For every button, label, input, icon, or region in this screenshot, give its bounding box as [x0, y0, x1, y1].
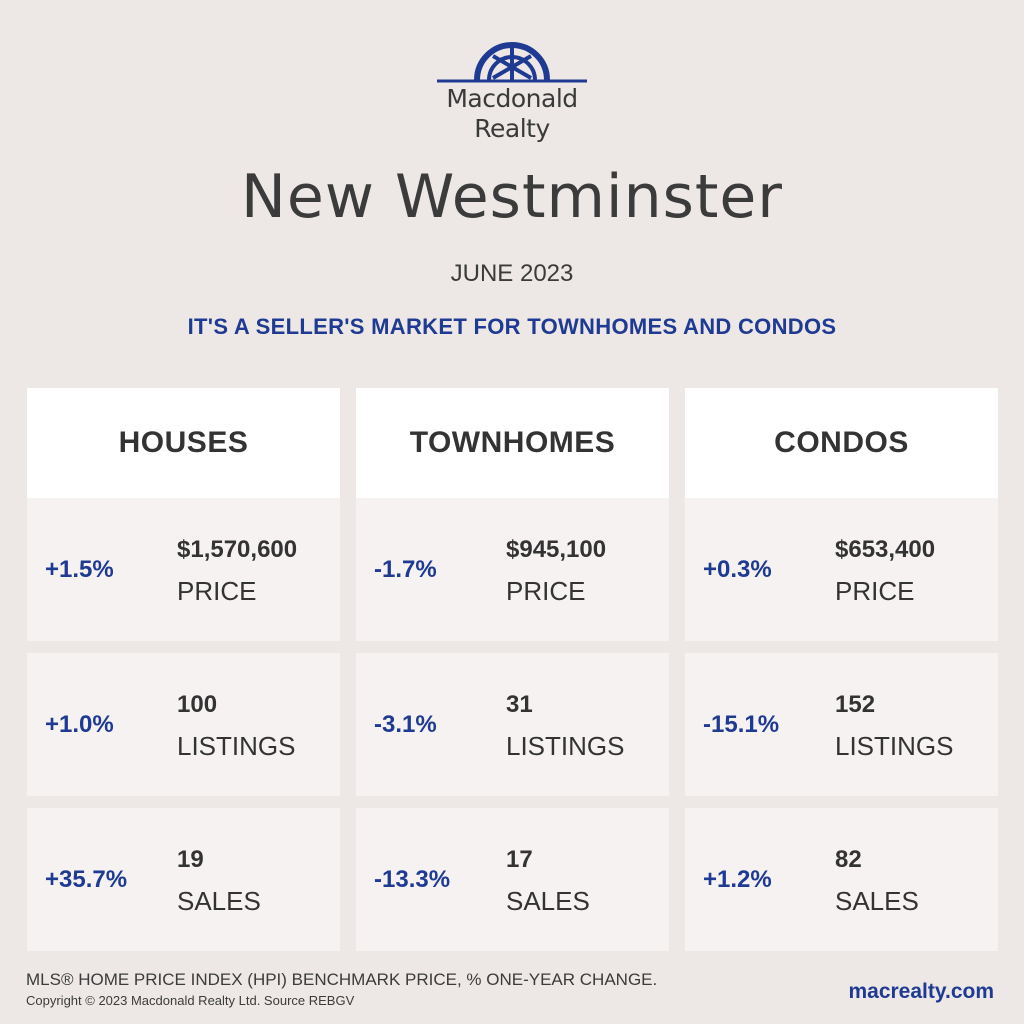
footnote: MLS® HOME PRICE INDEX (HPI) BENCHMARK PRICE, % ONE-YEAR CHANGE.	[26, 970, 658, 989]
page-title: New Westminster	[241, 162, 783, 232]
stat-card-price	[27, 498, 340, 641]
stat-value: 100	[177, 691, 218, 718]
houses-column	[27, 388, 340, 951]
stat-label: PRICE	[506, 576, 586, 606]
condos-column	[685, 388, 998, 951]
stat-card-listings	[356, 653, 669, 796]
stat-change: -13.3%	[374, 866, 451, 893]
stat-value: 19	[177, 846, 204, 873]
stat-label: SALES	[835, 886, 919, 916]
stat-card-price	[685, 498, 998, 641]
column-header: TOWNHOMES	[356, 388, 669, 498]
column-header: CONDOS	[685, 388, 998, 498]
website-link[interactable]: macrealty.com	[848, 980, 994, 1003]
stat-change: +1.0%	[45, 711, 114, 738]
stat-value: 152	[835, 691, 876, 718]
townhomes-column	[356, 388, 669, 951]
stat-card-sales	[685, 808, 998, 951]
report-period: JUNE 2023	[450, 260, 574, 287]
column-header: HOUSES	[27, 388, 340, 498]
copyright: Copyright © 2023 Macdonald Realty Ltd. Source REBGV	[26, 993, 355, 1008]
stat-label: SALES	[506, 886, 590, 916]
stat-card-price	[356, 498, 669, 641]
brand-logo	[0, 38, 1024, 144]
stat-value: $653,400	[835, 536, 936, 563]
stat-value: 82	[835, 846, 862, 873]
stat-value: 17	[506, 846, 533, 873]
stat-card-sales	[356, 808, 669, 951]
brand-name-line1: Macdonald	[446, 84, 578, 113]
stat-change: +1.2%	[703, 866, 772, 893]
stat-value: $945,100	[506, 536, 607, 563]
stat-value: $1,570,600	[177, 536, 298, 563]
stat-label: LISTINGS	[835, 731, 954, 761]
stat-change: -1.7%	[374, 556, 437, 583]
stat-change: +1.5%	[45, 556, 114, 583]
stat-label: PRICE	[835, 576, 915, 606]
stat-value: 31	[506, 691, 533, 718]
stat-label: PRICE	[177, 576, 257, 606]
compass-rose-logo-icon	[437, 38, 587, 84]
stat-change: -15.1%	[703, 711, 780, 738]
stat-label: LISTINGS	[177, 731, 296, 761]
stat-label: SALES	[177, 886, 261, 916]
headline: IT'S A SELLER'S MARKET FOR TOWNHOMES AND CONDOS	[187, 314, 837, 339]
stat-card-sales	[27, 808, 340, 951]
stat-change: +35.7%	[45, 866, 128, 893]
stat-label: LISTINGS	[506, 731, 625, 761]
brand-name-line2: Realty	[474, 114, 550, 143]
stat-card-listings	[685, 653, 998, 796]
stat-card-listings	[27, 653, 340, 796]
stat-change: -3.1%	[374, 711, 437, 738]
stat-change: +0.3%	[703, 556, 772, 583]
